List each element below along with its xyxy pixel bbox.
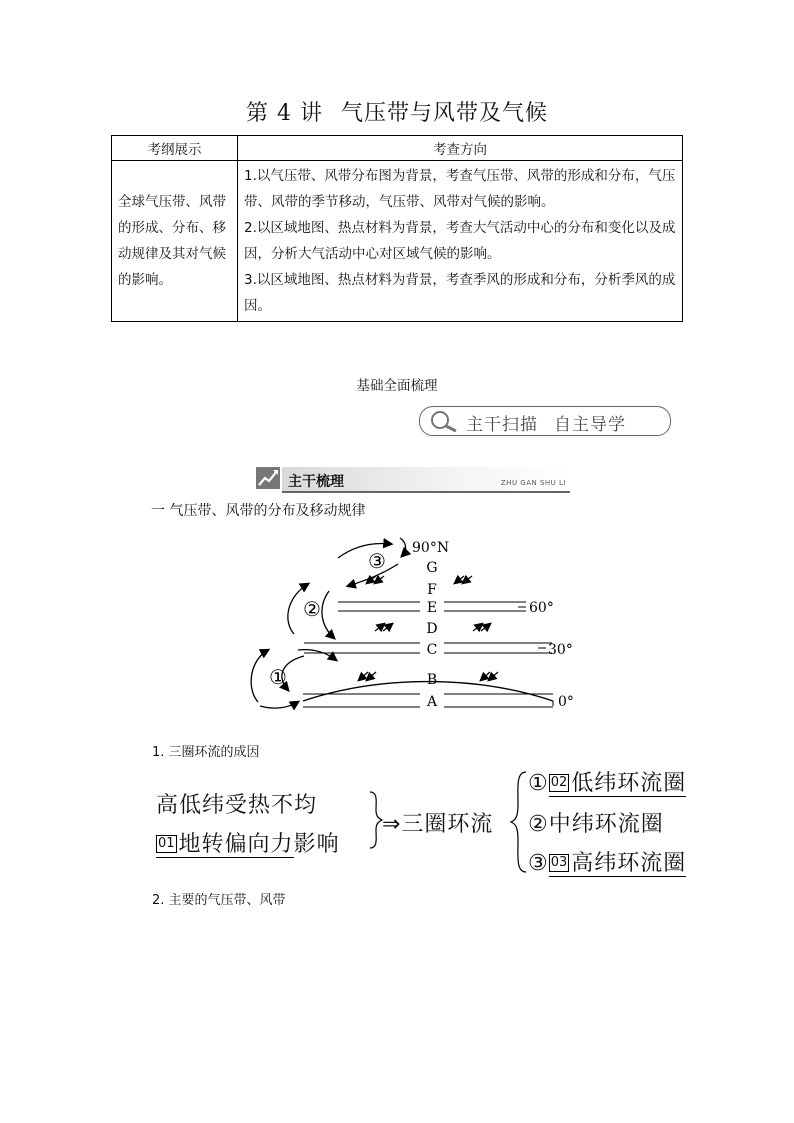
direction-item: 1.以气压带、风带分布图为背景，考查气压带、风带的形成和分布，气压带、风带的季节移动，气压带、风带对气候的影响。 [244, 168, 676, 210]
blank-number: 03 [550, 855, 568, 870]
table-header-outline: 考纲展示 [112, 136, 238, 161]
cell-marker-2: ② [303, 597, 321, 621]
growth-chart-icon [254, 465, 282, 491]
cell-marker-1: ① [269, 665, 287, 689]
answer-text: 地转偏向力 [178, 832, 294, 857]
item-marker: ③ [528, 851, 549, 876]
subsection-title: 一 气压带、风带的分布及移动规律 [151, 503, 366, 519]
banner-label: 主干梳理 [288, 474, 344, 490]
direction-item: 2.以区域地图、热点材料为背景，考查大气活动中心的分布和变化以及成因，分析大气活动中心对区域气候的影响。 [244, 220, 676, 262]
section-banner [254, 465, 570, 493]
blank-number: 02 [550, 775, 568, 790]
belt-label-c: C [426, 642, 438, 658]
step-heading: 1. 三圈环流的成因 [152, 745, 260, 760]
banner-subtitle: ZHU GAN SHU LI [500, 479, 566, 487]
exam-outline-table [111, 135, 683, 322]
cause-tail: 影响 [293, 832, 340, 857]
scan-badge-text: 主干扫描 [466, 415, 538, 435]
circulation-item [528, 766, 686, 797]
belt-label-g: G [426, 560, 438, 576]
blank-number: 01 [158, 836, 175, 851]
section-heading: 基础全面梳理 [356, 378, 438, 394]
latitude-label-30: 30° [548, 642, 573, 658]
table-cell-outline: 全球气压带、风带的形成、分布、移动规律及其对气候的影响。 [112, 161, 238, 322]
scan-badge-text-2: 自主导学 [554, 415, 626, 435]
cause-line [156, 827, 340, 858]
latitude-label-60: 60° [529, 600, 554, 616]
cell-marker-3: ③ [368, 549, 386, 573]
result-text: ⇒三圈环流 [382, 812, 494, 837]
answer-text: 高纬环流圈 [571, 851, 687, 876]
three-cell-circulation-diagram [236, 530, 596, 730]
belt-label-f: F [427, 582, 437, 598]
circulation-item [528, 846, 686, 877]
pole-label: 90°N [412, 540, 450, 556]
left-brace [508, 770, 528, 874]
blank-answer [549, 851, 687, 877]
direction-item: 3.以区域地图、热点材料为背景，考查季风的形成和分布，分析季风的成因。 [244, 272, 676, 314]
belt-label-e: E [426, 600, 438, 616]
belt-label-b: B [426, 672, 438, 688]
magnifier-icon [426, 409, 462, 433]
scan-badge [419, 406, 671, 436]
item-marker: ② [528, 812, 549, 837]
latitude-label-0: 0° [558, 694, 574, 710]
blank-answer [156, 832, 294, 858]
step-heading: 2. 主要的气压带、风带 [152, 893, 286, 908]
table-header-direction: 考查方向 [238, 136, 683, 161]
item-marker: ① [528, 771, 549, 796]
belt-label-a: A [426, 694, 438, 710]
blank-answer [549, 771, 687, 797]
page-title: 第 4 讲 气压带与风带及气候 [246, 101, 548, 126]
item-text: 中纬环流圈 [548, 812, 664, 837]
table-cell-direction [238, 161, 683, 322]
cause-line: 高低纬受热不均 [156, 793, 318, 818]
circulation-item [528, 807, 664, 838]
belt-label-d: D [426, 621, 438, 637]
answer-text: 低纬环流圈 [571, 771, 687, 796]
